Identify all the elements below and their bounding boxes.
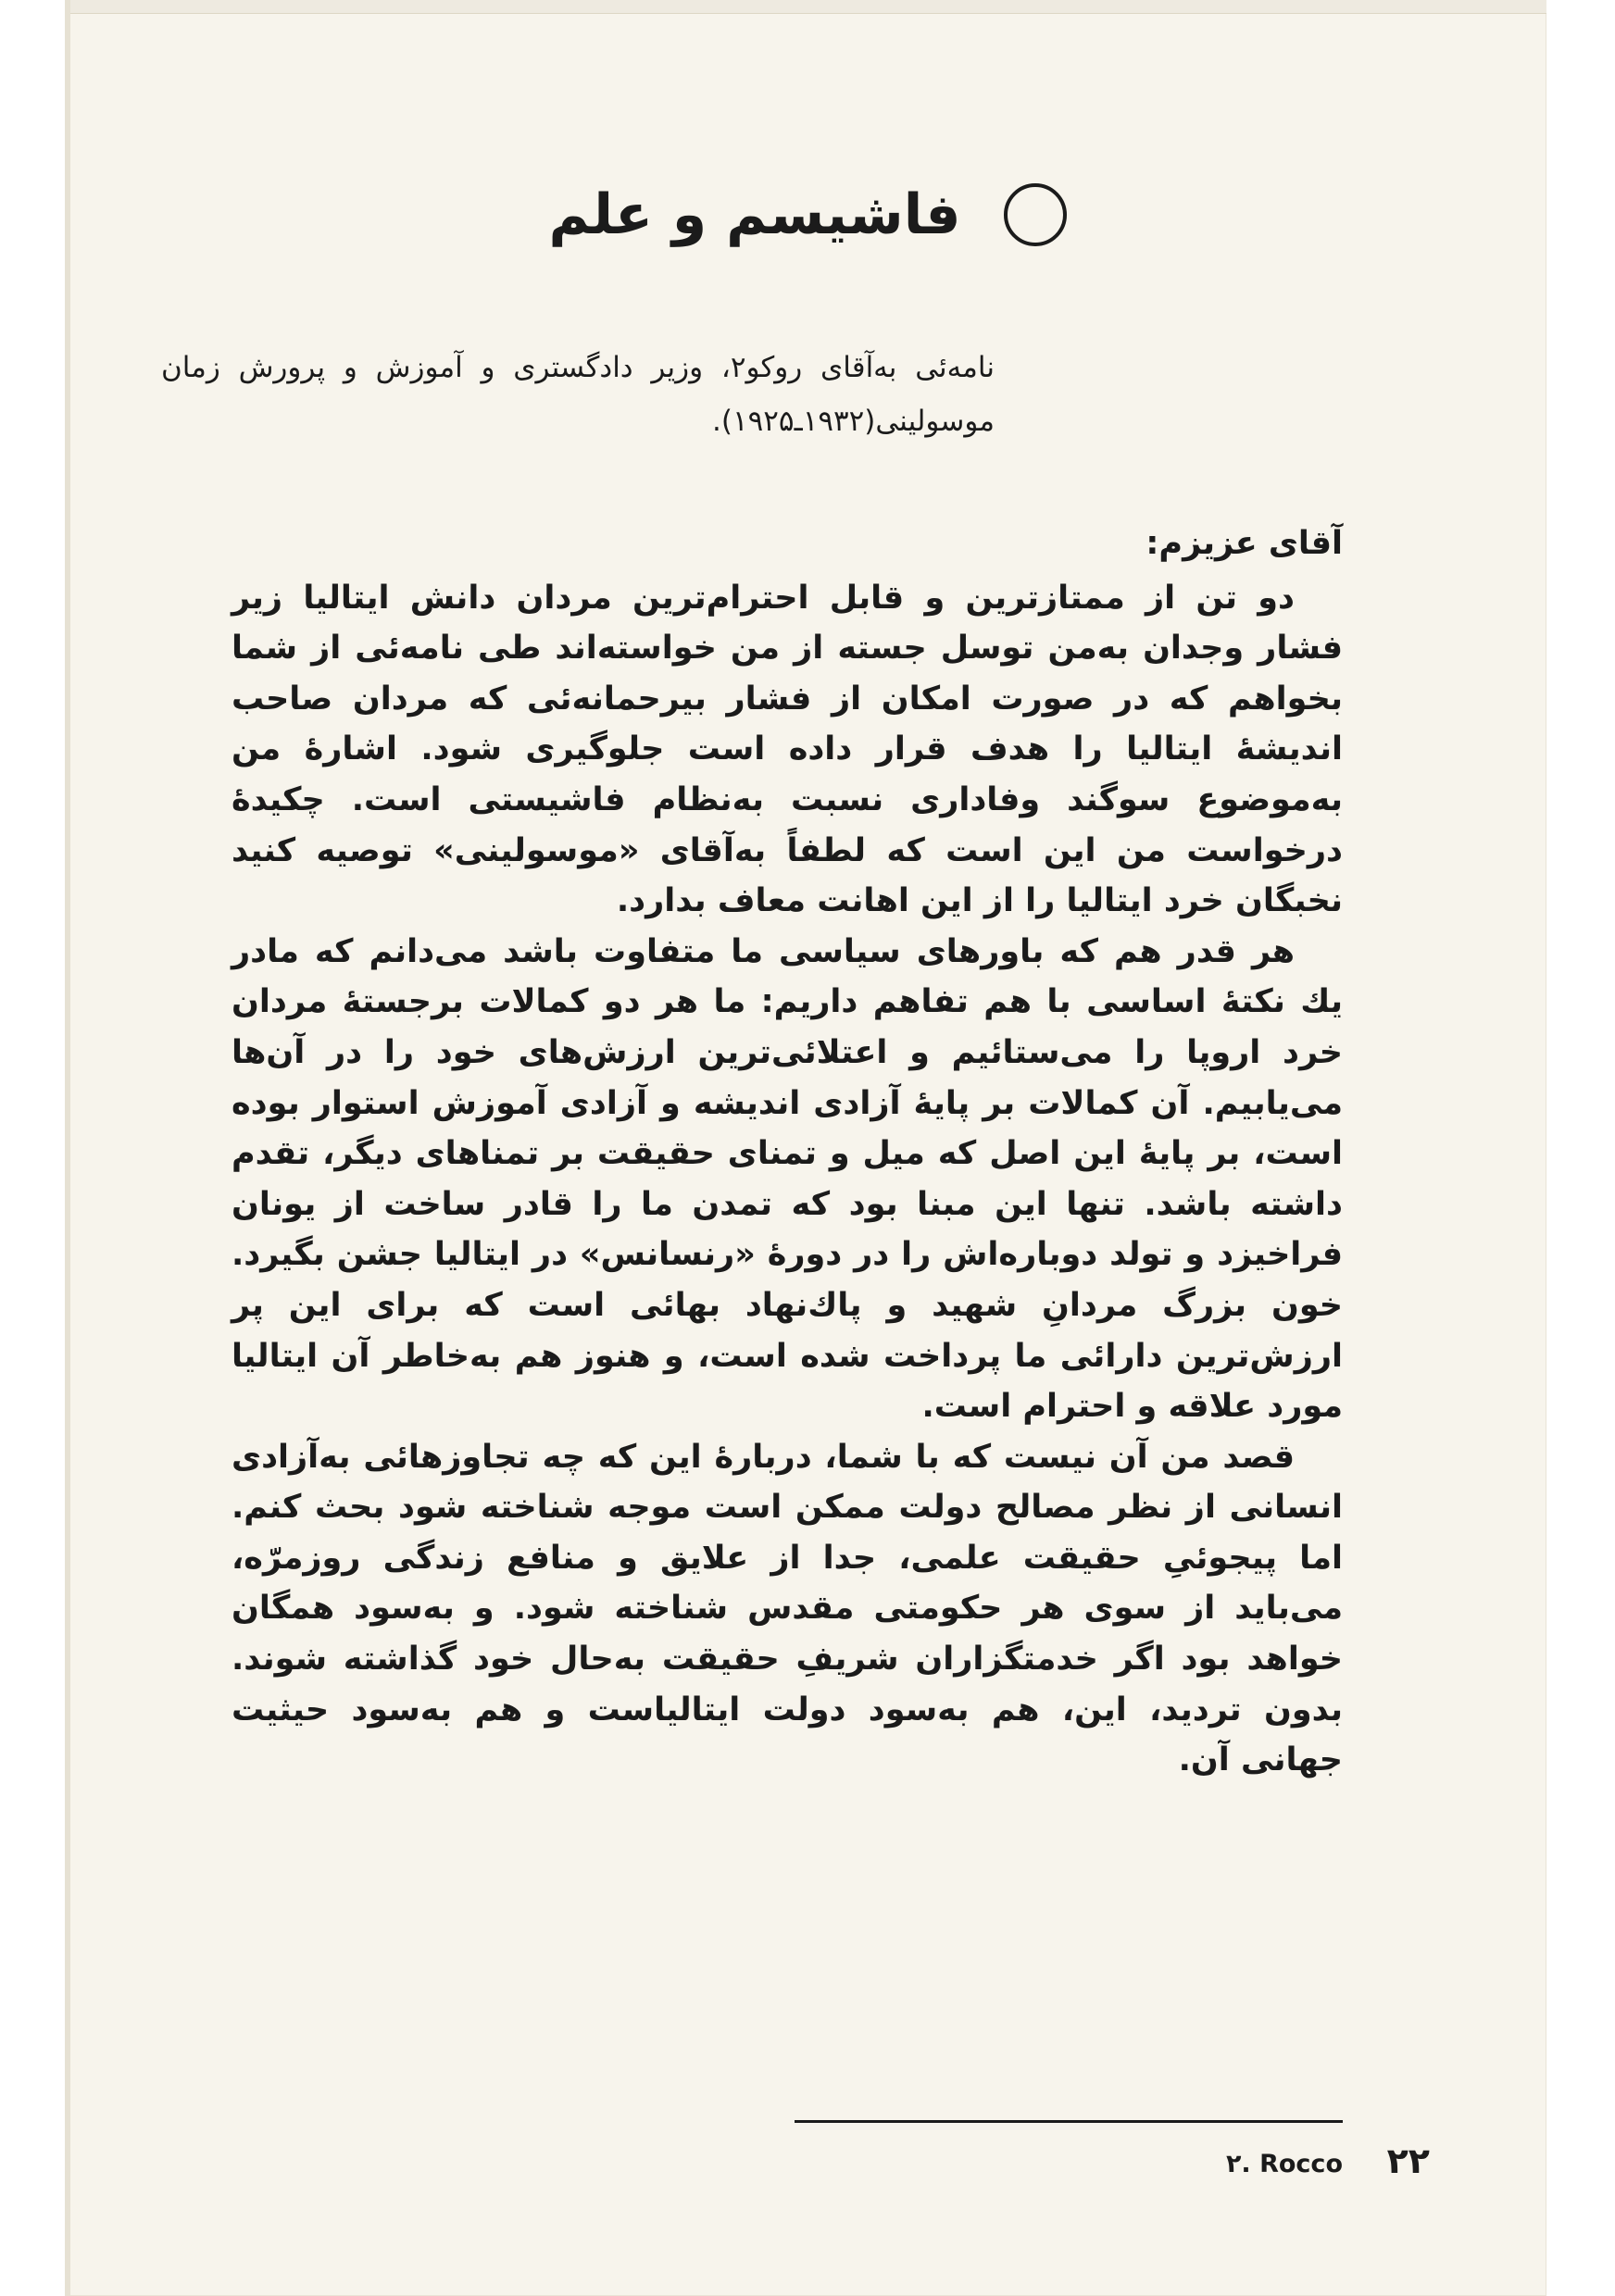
- footnote: ۲. Rocco: [1225, 2150, 1343, 2178]
- paragraph: دو تن از ممتازترین و قابل احترام‌ترین مردان دانش ایتالیا زیر فشار وجدان به‌من توسل جسته از من خواسته‌اند طی نامه‌ئی از شما بخواهم که در صورت امکان از فشار بیرحمانه‌ئی که مردان صاحب اندیشهٔ ایتالیا را هدف قرار داده است جلوگیری شود. اشارهٔ من به‌موضوع سوگند وفاداری نسبت به‌نظام فاشیستی است. چکیدهٔ درخواست من این است که لطفاً به‌آقای «موسولینی» توصیه کنید نخبگان خرد ایتالیا را از این اهانت معاف بدارد.: [232, 579, 1343, 920]
- title-row: [0, 178, 1615, 252]
- salutation: آقای عزیزم:: [1146, 525, 1343, 562]
- letter-body: [232, 518, 1343, 1786]
- circle-bullet-icon: [1004, 183, 1067, 246]
- paragraph: هر قدر هم که باورهای سیاسی ما متفاوت باشد می‌دانم که مادر یك نکتهٔ اساسی با هم تفاهم داریم: ما هر دو کمالات برجستهٔ مردان خرد اروپا را می‌ستائیم و اعتلائی‌ترین ارزش‌های خود را در آن‌ها می‌یابیم. آن کمالات بر پایهٔ آزادی اندیشه و آزادی آموزش استوار بوده است، بر پایهٔ این اصل که میل و تمنای حقیقت بر تمناهای دیگر، تقدم داشته باشد. تنها این مبنا بود که تمدن ما را قادر ساخت از یونان فراخیزد و تولد دوباره‌اش را در دورهٔ «رنسانس» در ایتالیا جشن بگیرد. خون بزرگ مردانِ شهید و پاك‌نهاد بهائی است که برای این پر ارزش‌ترین دارائی ما پرداخت شده است، و هنوز هم به‌خاطر آن ایتالیا مورد علاقه و احترام است.: [232, 932, 1343, 1426]
- footnote-divider: [795, 2120, 1343, 2123]
- letter-subtitle: نامه‌ئی به‌آقای روکو۲، وزیر دادگستری و آموزش و پرورش زمان موسولینی(۱۹۳۲ـ۱۹۲۵).: [161, 351, 995, 438]
- page-title: فاشیسم و علم: [548, 182, 961, 247]
- page-number: ۲۲: [1386, 2140, 1430, 2181]
- paragraph: قصد من آن نیست که با شما، دربارهٔ این که چه تجاوزهائی به‌آزادی انسانی از نظر مصالح دولت ممکن است موجه شناخته شود بحث کنم. اما پیجوئیِ حقیقت علمی، جدا از علایق و منافع زندگی روزمرّه، می‌باید از سوی هر حکومتی مقدس شناخته شود. و به‌سود همگان خواهد بود اگر خدمتگزاران شریفِ حقیقت به‌حال خود گذاشته شوند. بدون تردید، این، هم به‌سود دولت ایتالیاست و هم به‌سود حیثیت جهانی آن.: [232, 1438, 1343, 1779]
